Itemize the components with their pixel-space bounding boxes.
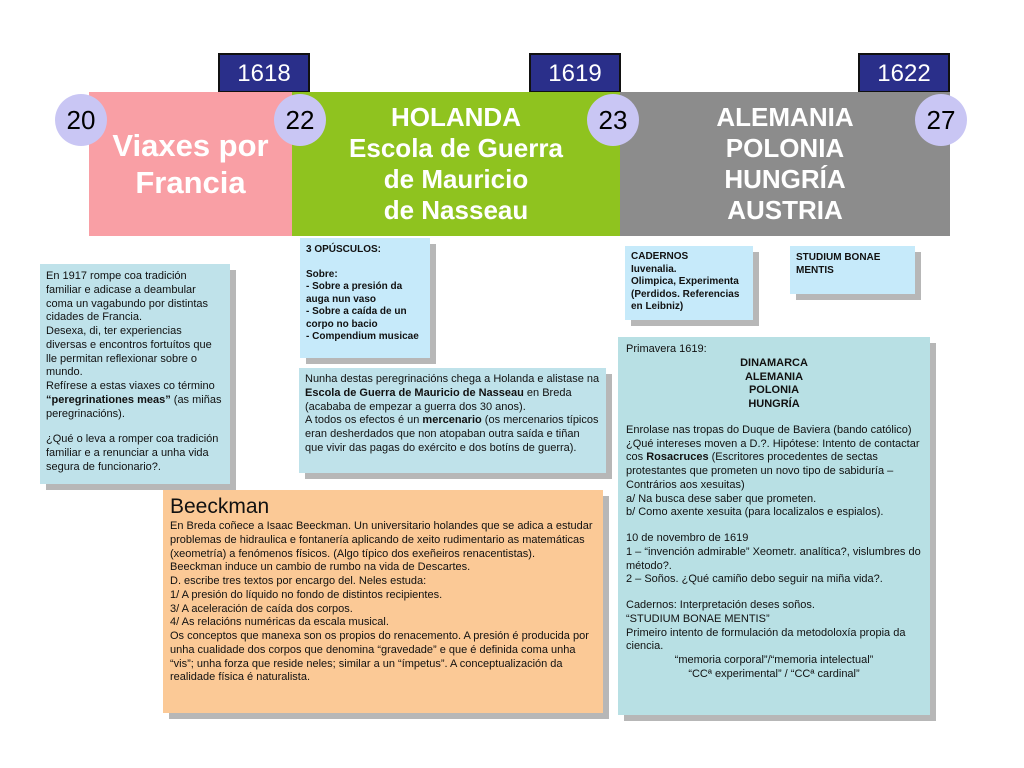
note-text: Cadernos: Interpretación deses soños. [626, 599, 815, 611]
note-text: Primavera 1619: [626, 343, 707, 355]
year-label-1619: 1619 [529, 53, 621, 93]
note-text: 10 de novembro de 1619 [626, 532, 749, 544]
band-germany-line: ALEMANIA [716, 101, 854, 132]
note-title: STUDIUM BONAE [796, 252, 881, 263]
note-list-item: - Sobre a presión da auga nun vaso [306, 281, 403, 305]
note-text [46, 380, 224, 421]
note-text: En Breda coñece a Isaac Beeckman. Un universitario holandes que se adica a estudar problemas de hidraulica e fontanería aplicando de xeito rudimentario as matemáticas (xeometría) a fenómenos físicos. (Algo típico dos exeñeiros renacentistas). [170, 520, 593, 560]
note-text: “STUDIUM BONAE MENTIS” [626, 612, 770, 625]
note-text: Sobre: [306, 268, 338, 280]
note-list-item: - Sobre a caída de un corpo no bacio [306, 306, 407, 330]
note-text: Refírese a estas viaxes co término [46, 380, 215, 392]
band-holland-line: de Nasseau [383, 195, 529, 226]
note-emphasis: mercenario [422, 414, 482, 427]
band-holland-line: Escola de Guerra [349, 132, 563, 163]
note-text: (os mercenarios típicos eran desherdados que non atopaban outra saída e tiñan que vivir das pagas do exército e dos botíns de guerra). [305, 414, 599, 454]
note-text: Os conceptos que manexa son os propios do renacemento. A presión é producida por unha cualidade dos corpos que denomina “gravedade” e que é definida coma unha “vis”; unha forza que reside neles; similar a un “ímpetus”. A conceptualización da realidade física é naturalista. [170, 630, 589, 684]
note-emphasis: Escola de Guerra de Mauricio de Nasseau [305, 386, 524, 399]
note-beeckman [163, 490, 603, 713]
note-text [305, 414, 600, 455]
country-item: DINAMARCA [740, 356, 808, 369]
band-germany [620, 92, 950, 236]
note-text: (Escritores procedentes de sectas protestantes que prometen un novo tipo de sabiduría – Contrários aos xesuitas) [626, 451, 894, 491]
note-text: Enrolase nas tropas do Duque de Baviera (bando católico) [626, 423, 912, 436]
band-germany-line: POLONIA [725, 132, 845, 163]
note-text: Olimpica, Experimenta [631, 276, 739, 287]
note-text [305, 373, 600, 414]
note-opusculos [300, 238, 430, 358]
note-list-item: - Compendium musicae [306, 331, 419, 342]
age-circle-27: 27 [915, 94, 967, 146]
note-text: D. escribe tres textos por encargo del. Neles estuda: [170, 575, 427, 587]
note-text: “CCª experimental” / “CCª cardinal” [688, 667, 860, 680]
band-france-line: Francia [135, 165, 246, 200]
band-holland-line: de Mauricio [383, 164, 529, 194]
note-text: Beeckman induce un cambio de rumbo na vida de Descartes. [170, 561, 471, 574]
note-emphasis: “peregrinationes meas” [46, 393, 171, 406]
note-text: 1/ A presión do líquido no fondo de distintos recipientes. [170, 588, 443, 601]
country-item: ALEMANIA [744, 370, 804, 383]
note-text: “memoria corporal”/“memoria intelectual” [674, 654, 874, 666]
note-studium [790, 246, 915, 294]
note-text: Desexa, di, ter experiencias diversas e encontros fortuítos que lle permitan reflexionar sobre o mundo. [46, 325, 212, 379]
band-france [89, 92, 292, 236]
note-text: A todos os efectos é un [305, 414, 423, 427]
year-label-1618: 1618 [218, 53, 310, 93]
band-holland [292, 92, 620, 236]
note-text: Primeiro intento de formulación da metodoloxía propia da ciencia. [626, 626, 906, 653]
note-text: ¿Qué o leva a romper coa tradición familiar e a renunciar a unha vida segura de funcionario?. [46, 433, 219, 473]
note-title: MENTIS [796, 264, 834, 276]
country-item: HUNGRÍA [748, 398, 800, 410]
note-emphasis: Rosacruces [646, 451, 709, 464]
note-cadernos [625, 246, 753, 320]
note-text: ¿Qué intereses moven a D.?. Hipótese: Intento de contactar cos [626, 437, 920, 464]
note-text: (Perdidos. Referencias en Leibniz) [631, 288, 740, 312]
note-title: 3 OPÚSCULOS: [306, 244, 382, 255]
note-spring-1619 [618, 337, 930, 715]
band-germany-line: AUSTRIA [727, 195, 843, 226]
band-holland-line: HOLANDA [390, 101, 521, 132]
note-text: 2 – Soños. ¿Qué camiño debo seguir na miña vida?. [626, 573, 883, 586]
note-text: 3/ A aceleración de caída dos corpos. [170, 602, 353, 615]
note-title: CADERNOS [631, 251, 689, 262]
note-text: Nunha destas peregrinacións chega a Holanda e alistase na [305, 373, 600, 385]
age-circle-23: 23 [587, 94, 639, 146]
note-breda [299, 368, 606, 473]
note-text: 1 – “invención admirable” Xeometr. analítica?, vislumbres do método?. [626, 545, 921, 572]
note-title: Beeckman [170, 495, 270, 518]
country-item: POLONIA [748, 384, 800, 397]
band-france-line: Viaxes por [112, 127, 269, 163]
age-circle-22: 22 [274, 94, 326, 146]
age-circle-20: 20 [55, 94, 107, 146]
note-text [626, 438, 922, 493]
note-text: 4/ As relacións numéricas da escala musical. [170, 616, 389, 629]
note-travels [40, 264, 230, 484]
note-text: en Breda (acababa de empezar a guerra dos 30 anos). [305, 386, 572, 413]
year-label-1622: 1622 [858, 53, 950, 93]
note-text: (as miñas peregrinacións). [46, 393, 222, 420]
note-text: En 1917 rompe coa tradición familiar e adicase a deambular coma un vagabundo por distintas cidades de Francia. [46, 270, 209, 324]
note-text: Iuvenalia. [631, 263, 677, 275]
note-text: b/ Como axente xesuita (para localizalos e espialos). [626, 506, 884, 519]
note-text: a/ Na busca dese saber que prometen. [626, 492, 817, 505]
band-germany-line: HUNGRÍA [724, 164, 846, 194]
